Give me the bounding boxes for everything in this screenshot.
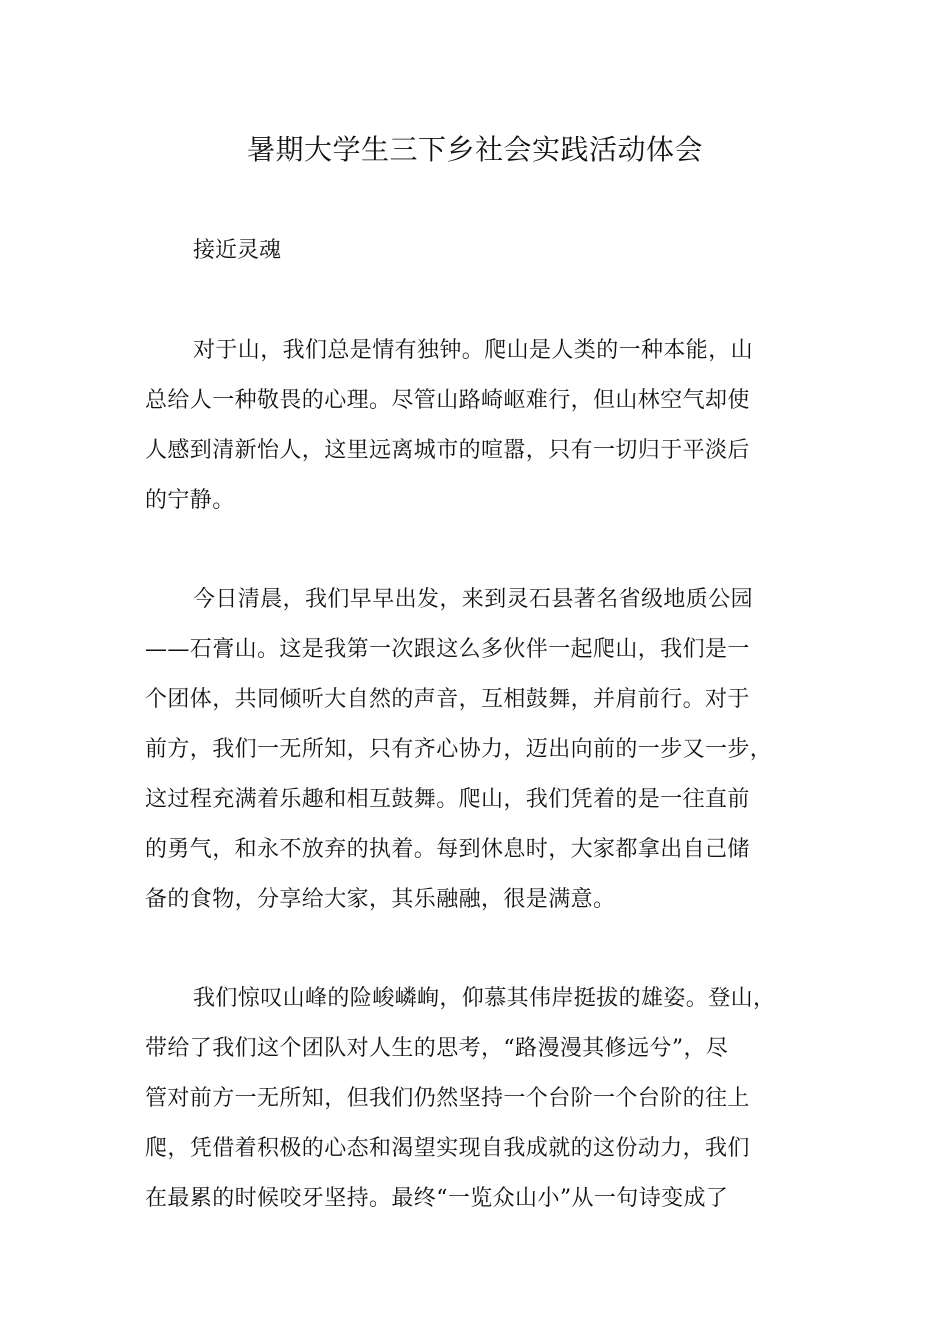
paragraph-2 [145,575,835,925]
paragraph-line: 带给了我们这个团队对人生的思考，“路漫漫其修远兮”，尽 [145,1036,729,1061]
paragraph-1 [145,326,835,526]
paragraph-3 [145,974,835,1224]
paragraph-line: 备的食物，分享给大家，其乐融融，很是满意。 [145,887,616,912]
paragraph-line: ——石膏山。这是我第一次跟这么多伙伴一起爬山，我们是一 [145,637,750,662]
paragraph-line: 我们惊叹山峰的险峻嶙峋，仰慕其伟岸挺拔的雄姿。登山， [193,986,776,1011]
document-title: 暑期大学生三下乡社会实践活动体会 [246,133,703,166]
paragraph-line: 对于山，我们总是情有独钟。爬山是人类的一种本能，山 [193,338,754,363]
paragraph-line: 前方，我们一无所知，只有齐心协力，迈出向前的一步又一步， [145,737,773,762]
paragraph-line: 管对前方一无所知，但我们仍然坚持一个台阶一个台阶的往上 [145,1086,750,1111]
paragraph-line: 人感到清新怡人，这里远离城市的喧嚣，只有一切归于平淡后 [145,438,750,463]
document-subtitle: 接近灵魂 [193,238,282,263]
paragraph-line: 个团体，共同倾听大自然的声音，互相鼓舞，并肩前行。对于 [145,687,750,712]
paragraph-line: 这过程充满着乐趣和相互鼓舞。爬山，我们凭着的是一往直前 [145,787,750,812]
paragraph-line: 爬，凭借着积极的心态和渴望实现自我成就的这份动力，我们 [145,1136,750,1161]
paragraph-line: 的勇气，和永不放弃的执着。每到休息时，大家都拿出自己储 [145,837,750,862]
paragraph-line: 在最累的时候咬牙坚持。最终“一览众山小”从一句诗变成了 [145,1186,729,1211]
paragraph-line: 今日清晨，我们早早出发，来到灵石县著名省级地质公园 [193,587,754,612]
paragraph-line: 总给人一种敬畏的心理。尽管山路崎岖难行，但山林空气却使 [145,388,750,413]
paragraph-line: 的宁静。 [145,488,235,513]
